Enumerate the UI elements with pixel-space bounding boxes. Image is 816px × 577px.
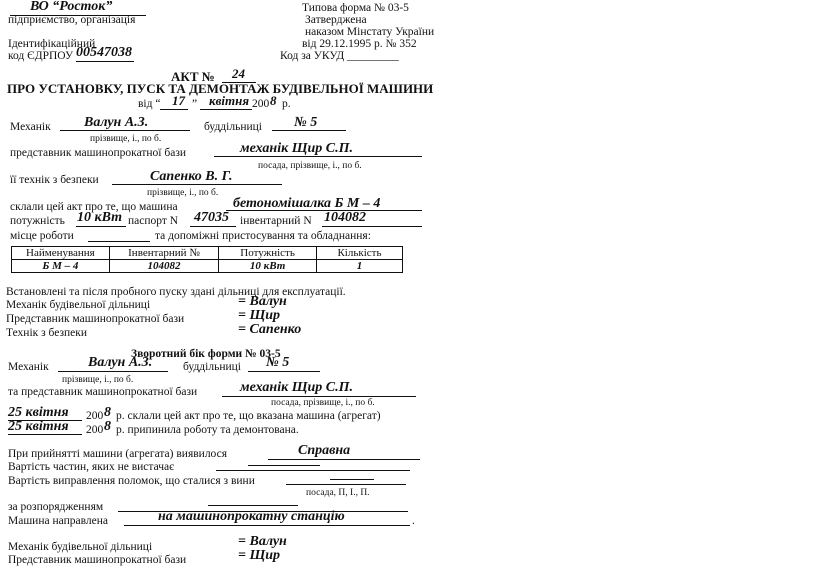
back-heading: Зворотний бік форми № 03-5: [131, 348, 281, 360]
date-quote: ”: [192, 98, 198, 110]
back-depot-value: механік Щир С.П.: [240, 380, 353, 395]
sig2-value: = Щир: [238, 308, 281, 323]
repair-label: Вартість виправлення поломок, що сталися з вини: [8, 475, 255, 487]
ukud-label: Код за УКУД _________: [280, 50, 399, 62]
table-cell: 10 кВт: [219, 260, 317, 273]
sent-end-dot: .: [412, 515, 415, 527]
depot-value: механік Щир С.П.: [240, 141, 353, 156]
table-row: [12, 260, 403, 273]
hint-name: прізвище, і., по б.: [90, 134, 162, 144]
back-depot-label: та представник машинопрокатної бази: [8, 386, 198, 398]
date2-text: р. припинила роботу та демонтована.: [116, 424, 299, 436]
approved-by: наказом Мінстату України: [305, 26, 435, 38]
table-cell: Б М – 4: [12, 260, 110, 273]
missing-label: Вартість частин, яких не вистачає: [8, 461, 175, 473]
table-header-cell: Найменування: [12, 247, 110, 260]
date2-year: 200: [86, 424, 104, 436]
sent-value: на машинопрокатну станцію: [158, 509, 345, 524]
inv-value: 104082: [324, 210, 366, 225]
site-value: № 5: [294, 115, 318, 130]
safety-value: Сапенко В. Г.: [150, 169, 233, 184]
site-label: буддільниці: [204, 121, 262, 133]
date-month: квітня: [209, 93, 250, 108]
date-year-digit: 8: [270, 93, 277, 108]
table-header-row: [12, 247, 403, 260]
back-sig2-value: = Щир: [238, 548, 281, 563]
date-day: 17: [172, 93, 185, 108]
date-year-prefix: 200: [252, 98, 270, 110]
edrpou-value: 00547038: [76, 45, 132, 60]
order-label: за розпорядженням: [8, 501, 104, 513]
org-name: ВО “Росток”: [30, 0, 113, 14]
act-text: склали цей акт про те, що машина: [10, 201, 178, 213]
edrpou-label: код ЄДРПОУ: [8, 50, 74, 62]
back-mechanic-label: Механік: [8, 361, 49, 373]
table-header-cell: Потужність: [219, 247, 317, 260]
mechanic-value: Валун А.З.: [84, 115, 149, 130]
table-cell: 104082: [109, 260, 218, 273]
condition-value: Справна: [298, 443, 351, 458]
passport-label: паспорт N: [128, 215, 179, 227]
approved-date: від 29.12.1995 р. № 352: [302, 38, 417, 50]
equipment-table: [11, 246, 403, 273]
table-header-cell: Кількість: [316, 247, 402, 260]
passport-value: 47035: [194, 210, 229, 225]
back-mechanic-value: Валун А.З.: [88, 355, 153, 370]
installed-text: Встановлені та після пробного пуску здані дільниці для експлуатації.: [6, 286, 346, 298]
condition-label: При прийнятті машини (агрегата) виявилося: [8, 448, 227, 460]
back-hint-pos-name: посада, прізвище, і., по б.: [271, 398, 375, 408]
date-prefix: від “: [138, 98, 161, 110]
depot-label: представник машинопрокатної бази: [10, 147, 187, 159]
mechanic-label: Механік: [10, 121, 51, 133]
ident-label: Ідентифікаційний: [8, 38, 96, 50]
place-text: та допоміжні пристосування та обладнання:: [155, 230, 371, 242]
form-type: Типова форма № 03-5: [302, 2, 409, 14]
machine-value: бетономішалка Б М – 4: [233, 196, 381, 211]
back-sig2-label: Представник машинопрокатної бази: [8, 554, 187, 566]
table-cell: 1: [316, 260, 402, 273]
org-label: підприємство, організація: [8, 14, 136, 26]
date2-digit: 8: [104, 419, 111, 434]
sig3-value: = Сапенко: [238, 322, 302, 337]
power-label: потужність: [10, 215, 65, 227]
date1-year: 200: [86, 410, 104, 422]
act-label: АКТ №: [171, 69, 215, 84]
place-label: місце роботи: [10, 230, 74, 242]
sig1-label: Механік будівельної дільниці: [6, 299, 151, 311]
date2-value: 25 квітня: [8, 419, 69, 434]
approved-label: Затверджена: [305, 14, 367, 26]
back-sig1-label: Механік будівельної дільниці: [8, 541, 153, 553]
hint-pos-name: посада, прізвище, і., по б.: [258, 161, 362, 171]
back-site-value: № 5: [266, 355, 290, 370]
sig1-value: = Валун: [238, 294, 287, 309]
date1-text: р. склали цей акт про те, що вказана машина (агрегат): [116, 410, 381, 422]
sent-label: Машина направлена: [8, 515, 108, 527]
act-heading: ПРО УСТАНОВКУ, ПУСК ТА ДЕМОНТАЖ БУДІВЕЛЬНОЇ МАШИНИ: [7, 81, 434, 96]
power-value: 10 кВт: [77, 210, 122, 225]
date1-digit: 8: [104, 405, 111, 420]
hint-pos-name-2: посада, П, І., П.: [306, 488, 370, 498]
hint-name-2: прізвище, і., по б.: [147, 188, 219, 198]
back-sig1-value: = Валун: [238, 534, 287, 549]
safety-label: її технік з безпеки: [10, 174, 99, 186]
sig3-label: Технік з безпеки: [6, 327, 88, 339]
date1-value: 25 квітня: [8, 405, 69, 420]
inv-label: інвентарний N: [240, 215, 312, 227]
act-number: 24: [232, 66, 245, 81]
sig2-label: Представник машинопрокатної бази: [6, 313, 185, 325]
back-hint-name: прізвище, і., по б.: [62, 375, 134, 385]
table-header-cell: Інвентарний №: [109, 247, 218, 260]
date-suffix: р.: [282, 98, 291, 110]
back-site-label: буддільниці: [183, 361, 241, 373]
